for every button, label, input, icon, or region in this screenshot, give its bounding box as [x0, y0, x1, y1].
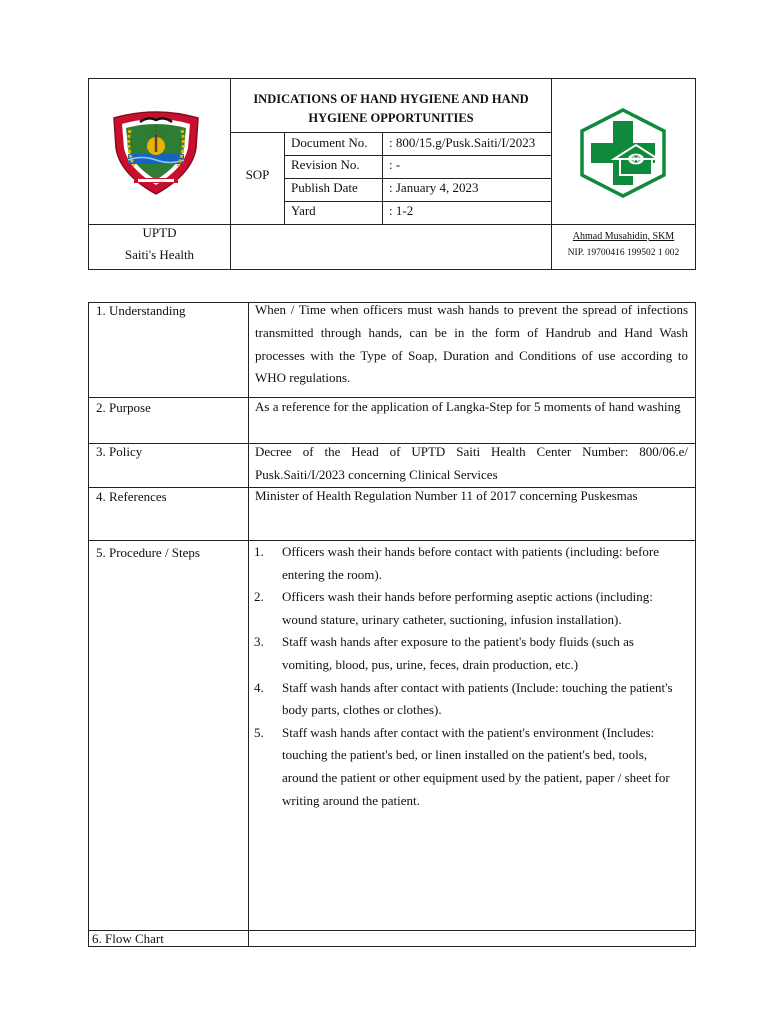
meta-label-publish-date: Publish Date	[291, 180, 358, 195]
step-number: 4.	[254, 679, 264, 695]
meta-label-document-no: Document No.	[291, 135, 368, 150]
label-flow-chart: 6. Flow Chart	[92, 931, 164, 946]
sop-label: SOP	[245, 167, 270, 182]
step-number: 5.	[254, 724, 264, 740]
procedure-step	[254, 722, 674, 812]
procedure-step	[254, 586, 674, 631]
document-title	[232, 90, 550, 128]
label-purpose: 2. Purpose	[96, 400, 151, 415]
meta-value-yard: : 1-2	[389, 203, 414, 218]
step-text: Staff wash hands after contact with patients (Include: touching the patient's body parts, clothes or clothes).	[282, 679, 673, 718]
text-understanding: When / Time when officers must wash hands to prevent the spread of infections transmitted through hands, can be in the form of Handrub and Hand Wash processes with the Type of Soap, Duration and Conditions of use according to WHO regulations.	[255, 302, 688, 386]
meta-value-document-no: : 800/15.g/Pusk.Saiti/I/2023	[389, 135, 536, 150]
text-purpose: As a reference for the application of Langka-Step for 5 moments of hand washing	[255, 399, 681, 414]
label-references: 4. References	[96, 489, 167, 504]
text-references: Minister of Health Regulation Number 11 of 2017 concerning Puskesmas	[255, 488, 638, 503]
procedure-step	[254, 631, 674, 676]
step-number: 2.	[254, 589, 264, 605]
meta-label-revision-no: Revision No.	[291, 157, 360, 172]
step-text: Officers wash their hands before performing aseptic actions (including: wound stature, urinary catheter, suctioning, infusion installation).	[282, 589, 653, 627]
text-policy: Decree of the Head of UPTD Saiti Health Center Number: 800/06.e/ Pusk.Saiti/I/2023 concerning Clinical Services	[255, 444, 688, 482]
step-number: 3.	[254, 634, 264, 650]
title-line-1: INDICATIONS OF HAND HYGIENE AND HAND	[253, 92, 529, 106]
regency-emblem-icon	[108, 108, 204, 196]
step-text: Staff wash hands after contact with the patient's environment (Includes: touching the patient's bed, or linen installed on the patient's bed, tools, around the patient or other equipment used by the patient, paper / sheet for writing around the patient.	[282, 724, 670, 808]
title-line-2: HYGIENE OPPORTUNITIES	[308, 111, 474, 125]
meta-value-revision-no: : -	[389, 157, 401, 172]
label-understanding: 1. Understanding	[96, 303, 186, 318]
org-line-2: Saiti's Health	[124, 247, 195, 262]
health-center-logo-icon	[576, 107, 670, 199]
step-text: Staff wash hands after exposure to the patient's body fluids (such as vomiting, blood, pus, urine, feces, drain production, etc.)	[282, 634, 634, 672]
org-line-1: UPTD	[142, 225, 177, 240]
procedure-step	[254, 677, 674, 722]
procedure-step	[254, 541, 674, 586]
meta-label-yard: Yard	[291, 203, 316, 218]
signer-name: Ahmad Musahidin, SKM	[572, 231, 675, 242]
step-number: 1.	[254, 544, 264, 559]
meta-value-publish-date: : January 4, 2023	[389, 180, 479, 195]
step-text: Officers wash their hands before contact with patients (including: before entering the room).	[282, 544, 659, 582]
procedure-step-list	[254, 541, 674, 812]
label-procedure: 5. Procedure / Steps	[96, 545, 200, 560]
signer-nip: NIP. 19700416 199502 1 002	[567, 248, 680, 258]
label-policy: 3. Policy	[96, 444, 143, 459]
